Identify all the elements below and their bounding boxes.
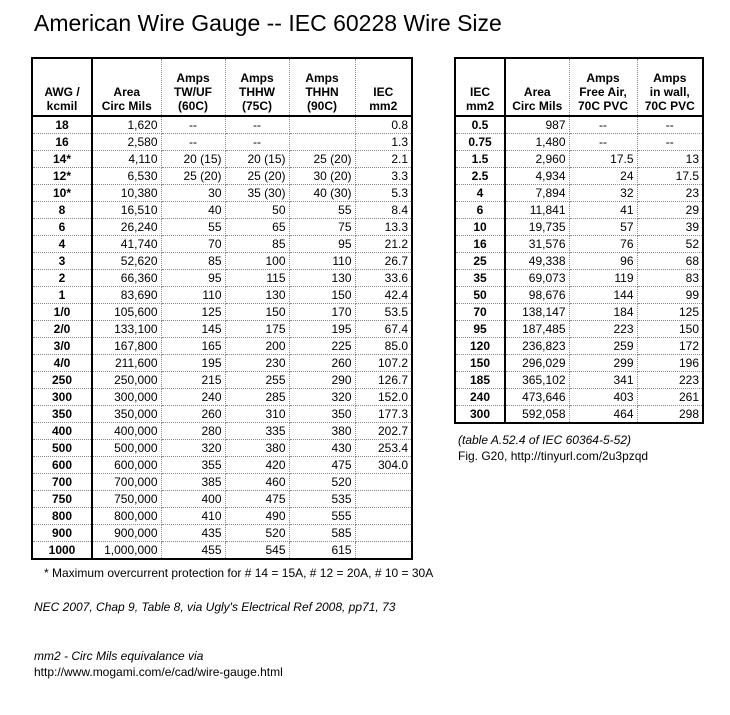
table-cell: 7,894 [505,185,569,202]
table-cell: 55 [289,202,355,219]
row-key-cell: 1/0 [32,304,92,321]
nec-source-note: NEC 2007, Chap 9, Table 8, via Ugly's Electrical Ref 2008, pp71, 73 [34,600,396,614]
table-cell: 4,110 [92,151,161,168]
table-cell [355,491,412,508]
table-cell: 403 [569,389,637,406]
table-cell: 11,841 [505,202,569,219]
row-key-cell: 400 [32,423,92,440]
table-cell: 98,676 [505,287,569,304]
row-key-cell: 3 [32,253,92,270]
table-cell: 475 [225,491,289,508]
table-cell [355,508,412,525]
table-cell: 1.3 [355,134,412,151]
iec-table-row [455,219,703,236]
table-cell: 290 [289,372,355,389]
table-cell: 85.0 [355,338,412,355]
table-cell: 39 [637,219,703,236]
table-cell: 259 [569,338,637,355]
awg-table-row [32,134,412,151]
iec-table-row [455,372,703,389]
table-cell: 430 [289,440,355,457]
table-cell: 10,380 [92,185,161,202]
iec-table-row [455,287,703,304]
table-cell: 750,000 [92,491,161,508]
table-cell: 150 [637,321,703,338]
table-cell: 40 (30) [289,185,355,202]
table-cell: -- [637,134,703,151]
awg-table-body [32,116,412,559]
iec-table-body [455,116,703,423]
table-cell: 253.4 [355,440,412,457]
row-key-cell: 12* [32,168,92,185]
table-cell [289,134,355,151]
table-cell: 296,029 [505,355,569,372]
table-cell: 85 [161,253,225,270]
row-key-cell: 250 [32,372,92,389]
table-cell: 69,073 [505,270,569,287]
table-cell: 138,147 [505,304,569,321]
table-cell: 165 [161,338,225,355]
table-cell: 385 [161,474,225,491]
table-cell: 2.1 [355,151,412,168]
awg-table-row [32,321,412,338]
table-cell: 215 [161,372,225,389]
awg-table-row [32,202,412,219]
row-key-cell: 16 [455,236,505,253]
table-cell: 464 [569,406,637,424]
table-cell: 350,000 [92,406,161,423]
row-key-cell: 0.5 [455,116,505,134]
row-key-cell: 4 [455,185,505,202]
iec-table-row [455,185,703,202]
table-cell: 455 [161,542,225,560]
table-cell: 53.5 [355,304,412,321]
table-cell: 55 [161,219,225,236]
table-cell: 475 [289,457,355,474]
table-cell: 83,690 [92,287,161,304]
table-cell: 320 [161,440,225,457]
table-cell: 310 [225,406,289,423]
mm2-note: mm2 - Circ Mils equivalance via [34,649,204,663]
awg-table-row [32,491,412,508]
table-cell: 520 [225,525,289,542]
awg-table-row [32,338,412,355]
table-cell: 225 [289,338,355,355]
table-cell: 133,100 [92,321,161,338]
table-cell: 49,338 [505,253,569,270]
table-cell: 223 [637,372,703,389]
row-key-cell: 6 [32,219,92,236]
awg-table-row [32,219,412,236]
row-key-cell: 16 [32,134,92,151]
row-key-cell: 25 [455,253,505,270]
table-cell: 555 [289,508,355,525]
iec-header-area: Area Circ Mils [505,58,569,116]
awg-table-row [32,270,412,287]
table-cell: 99 [637,287,703,304]
table-cell: 8.4 [355,202,412,219]
awg-table-row [32,423,412,440]
table-cell [355,474,412,491]
table-cell: -- [569,116,637,134]
row-key-cell: 8 [32,202,92,219]
row-key-cell: 2 [32,270,92,287]
iec-table-row [455,134,703,151]
row-key-cell: 3/0 [32,338,92,355]
table-cell: 41,740 [92,236,161,253]
awg-table-row [32,372,412,389]
table-cell: 585 [289,525,355,542]
table-cell: -- [637,116,703,134]
table-cell: 1,000,000 [92,542,161,560]
table-cell: 13 [637,151,703,168]
iec-header-free-air: Amps Free Air, 70C PVC [569,58,637,116]
iec-table-row [455,355,703,372]
table-cell: 57 [569,219,637,236]
table-cell: 230 [225,355,289,372]
footnote: * Maximum overcurrent protection for # 14 = 15A, # 12 = 20A, # 10 = 30A [44,566,434,580]
table-cell: 6,530 [92,168,161,185]
table-cell: 223 [569,321,637,338]
row-key-cell: 35 [455,270,505,287]
table-cell: -- [569,134,637,151]
table-cell: 400 [161,491,225,508]
iec-table-row [455,253,703,270]
table-cell: 75 [289,219,355,236]
table-cell: 365,102 [505,372,569,389]
table-cell: 83 [637,270,703,287]
table-cell: 85 [225,236,289,253]
table-cell: 410 [161,508,225,525]
awg-table-row [32,542,412,560]
table-cell: 30 (20) [289,168,355,185]
table-cell: 320 [289,389,355,406]
table-cell: 17.5 [637,168,703,185]
table-cell: 20 (15) [225,151,289,168]
table-cell: 76 [569,236,637,253]
table-cell: 30 [161,185,225,202]
table-cell: 150 [225,304,289,321]
table-cell: 177.3 [355,406,412,423]
table-cell: 285 [225,389,289,406]
awg-table-row [32,253,412,270]
row-key-cell: 2/0 [32,321,92,338]
awg-header-tw: Amps TW/UF (60C) [161,58,225,116]
table-cell: 2,580 [92,134,161,151]
table-cell: 4,934 [505,168,569,185]
row-key-cell: 10 [455,219,505,236]
table-cell: 195 [289,321,355,338]
row-key-cell: 150 [455,355,505,372]
row-key-cell: 14* [32,151,92,168]
iec-table-row [455,304,703,321]
table-cell: 0.8 [355,116,412,134]
table-cell: 115 [225,270,289,287]
table-cell: 5.3 [355,185,412,202]
table-cell: 435 [161,525,225,542]
table-cell: 460 [225,474,289,491]
awg-header-thhw: Amps THHW (75C) [225,58,289,116]
row-key-cell: 18 [32,116,92,134]
table-cell: 21.2 [355,236,412,253]
table-cell: 400,000 [92,423,161,440]
awg-table-row [32,389,412,406]
table-cell: 40 [161,202,225,219]
table-cell: 95 [289,236,355,253]
row-key-cell: 700 [32,474,92,491]
table-cell: 473,646 [505,389,569,406]
awg-table-row [32,304,412,321]
table-cell: 200 [225,338,289,355]
table-cell: 35 (30) [225,185,289,202]
table-cell: 150 [289,287,355,304]
table-cell: 52 [637,236,703,253]
row-key-cell: 10* [32,185,92,202]
awg-header-area: Area Circ Mils [92,58,161,116]
iec-source-note: (table A.52.4 of IEC 60364-5-52) [458,433,631,447]
table-cell: 545 [225,542,289,560]
table-cell: 23 [637,185,703,202]
table-cell: 26,240 [92,219,161,236]
table-cell: 335 [225,423,289,440]
awg-header-iec: IEC mm2 [355,58,412,116]
table-cell: 987 [505,116,569,134]
table-cell: -- [161,116,225,134]
table-cell: 31,576 [505,236,569,253]
row-key-cell: 350 [32,406,92,423]
table-cell: 19,735 [505,219,569,236]
row-key-cell: 185 [455,372,505,389]
row-key-cell: 0.75 [455,134,505,151]
table-cell: 144 [569,287,637,304]
table-cell: 95 [161,270,225,287]
table-cell: 300,000 [92,389,161,406]
awg-table-row [32,151,412,168]
table-cell: 96 [569,253,637,270]
row-key-cell: 50 [455,287,505,304]
iec-table-row [455,236,703,253]
table-cell: 420 [225,457,289,474]
table-cell: 700,000 [92,474,161,491]
table-cell: 600,000 [92,457,161,474]
table-cell: -- [161,134,225,151]
awg-table-row [32,406,412,423]
awg-table-row [32,474,412,491]
awg-table-row [32,525,412,542]
awg-table-row [32,440,412,457]
table-cell: 126.7 [355,372,412,389]
table-cell: 350 [289,406,355,423]
row-key-cell: 2.5 [455,168,505,185]
table-cell: 152.0 [355,389,412,406]
row-key-cell: 4 [32,236,92,253]
table-cell: 260 [161,406,225,423]
table-cell: -- [225,134,289,151]
table-cell: 65 [225,219,289,236]
iec-table-row [455,202,703,219]
table-cell: 24 [569,168,637,185]
mm2-link: http://www.mogami.com/e/cad/wire-gauge.html [34,665,283,679]
table-cell: 261 [637,389,703,406]
table-cell: 520 [289,474,355,491]
row-key-cell: 300 [455,406,505,424]
table-cell: 490 [225,508,289,525]
awg-table-row [32,508,412,525]
table-cell: 67.4 [355,321,412,338]
iec-table-row [455,321,703,338]
row-key-cell: 4/0 [32,355,92,372]
table-cell [289,116,355,134]
iec-table-row [455,389,703,406]
table-cell: 25 (20) [225,168,289,185]
table-cell: 17.5 [569,151,637,168]
row-key-cell: 6 [455,202,505,219]
table-cell: 125 [637,304,703,321]
table-cell: 20 (15) [161,151,225,168]
table-cell: 900,000 [92,525,161,542]
table-cell: 107.2 [355,355,412,372]
row-key-cell: 1.5 [455,151,505,168]
table-cell: 50 [225,202,289,219]
table-cell: -- [225,116,289,134]
table-cell: 175 [225,321,289,338]
iec-table-row [455,270,703,287]
table-cell: 500,000 [92,440,161,457]
awg-table [31,57,413,560]
table-cell: 16,510 [92,202,161,219]
table-cell: 592,058 [505,406,569,424]
awg-table-row [32,457,412,474]
row-key-cell: 70 [455,304,505,321]
table-cell: 184 [569,304,637,321]
table-cell: 130 [289,270,355,287]
table-cell: 119 [569,270,637,287]
table-cell: 535 [289,491,355,508]
table-cell: 172 [637,338,703,355]
table-cell: 615 [289,542,355,560]
table-cell: 13.3 [355,219,412,236]
row-key-cell: 300 [32,389,92,406]
table-cell: 41 [569,202,637,219]
table-cell: 25 (20) [289,151,355,168]
table-cell [355,525,412,542]
table-cell: 800,000 [92,508,161,525]
table-cell: 260 [289,355,355,372]
iec-table-row [455,151,703,168]
page-title: American Wire Gauge -- IEC 60228 Wire Size [34,10,502,36]
row-key-cell: 900 [32,525,92,542]
table-cell: 195 [161,355,225,372]
awg-table-row [32,355,412,372]
awg-header-gauge: AWG / kcmil [32,58,92,116]
awg-table-row [32,287,412,304]
row-key-cell: 1 [32,287,92,304]
table-cell: 380 [289,423,355,440]
row-key-cell: 800 [32,508,92,525]
table-cell: 100 [225,253,289,270]
table-cell: 26.7 [355,253,412,270]
table-cell: 299 [569,355,637,372]
table-cell: 32 [569,185,637,202]
awg-table-row [32,168,412,185]
table-cell: 130 [225,287,289,304]
table-cell: 341 [569,372,637,389]
iec-table-row [455,116,703,134]
awg-table-row [32,236,412,253]
row-key-cell: 120 [455,338,505,355]
row-key-cell: 1000 [32,542,92,560]
awg-header-thhn: Amps THHN (90C) [289,58,355,116]
table-cell: 211,600 [92,355,161,372]
awg-table-row [32,116,412,134]
table-cell: 1,620 [92,116,161,134]
iec-table-row [455,338,703,355]
table-cell: 250,000 [92,372,161,389]
iec-header-in-wall: Amps in wall, 70C PVC [637,58,703,116]
row-key-cell: 500 [32,440,92,457]
table-cell: 110 [289,253,355,270]
table-cell: 170 [289,304,355,321]
table-cell: 380 [225,440,289,457]
table-cell: 25 (20) [161,168,225,185]
table-cell: 1,480 [505,134,569,151]
table-cell: 187,485 [505,321,569,338]
table-cell: 66,360 [92,270,161,287]
table-cell: 33.6 [355,270,412,287]
table-cell: 145 [161,321,225,338]
iec-table-row [455,168,703,185]
table-cell [355,542,412,560]
table-cell: 355 [161,457,225,474]
awg-table-row [32,185,412,202]
table-cell: 3.3 [355,168,412,185]
row-key-cell: 240 [455,389,505,406]
table-cell: 280 [161,423,225,440]
iec-table [454,57,704,424]
iec-table-row [455,406,703,424]
row-key-cell: 600 [32,457,92,474]
table-cell: 29 [637,202,703,219]
table-cell: 110 [161,287,225,304]
table-cell: 304.0 [355,457,412,474]
iec-source-link: Fig. G20, http://tinyurl.com/2u3pzqd [458,449,649,463]
table-cell: 42.4 [355,287,412,304]
table-cell: 202.7 [355,423,412,440]
row-key-cell: 750 [32,491,92,508]
table-cell: 196 [637,355,703,372]
table-cell: 68 [637,253,703,270]
table-cell: 298 [637,406,703,424]
table-cell: 70 [161,236,225,253]
table-cell: 125 [161,304,225,321]
table-cell: 255 [225,372,289,389]
table-cell: 105,600 [92,304,161,321]
table-cell: 52,620 [92,253,161,270]
table-cell: 240 [161,389,225,406]
table-cell: 2,960 [505,151,569,168]
iec-header-mm2: IEC mm2 [455,58,505,116]
table-cell: 236,823 [505,338,569,355]
row-key-cell: 95 [455,321,505,338]
table-cell: 167,800 [92,338,161,355]
